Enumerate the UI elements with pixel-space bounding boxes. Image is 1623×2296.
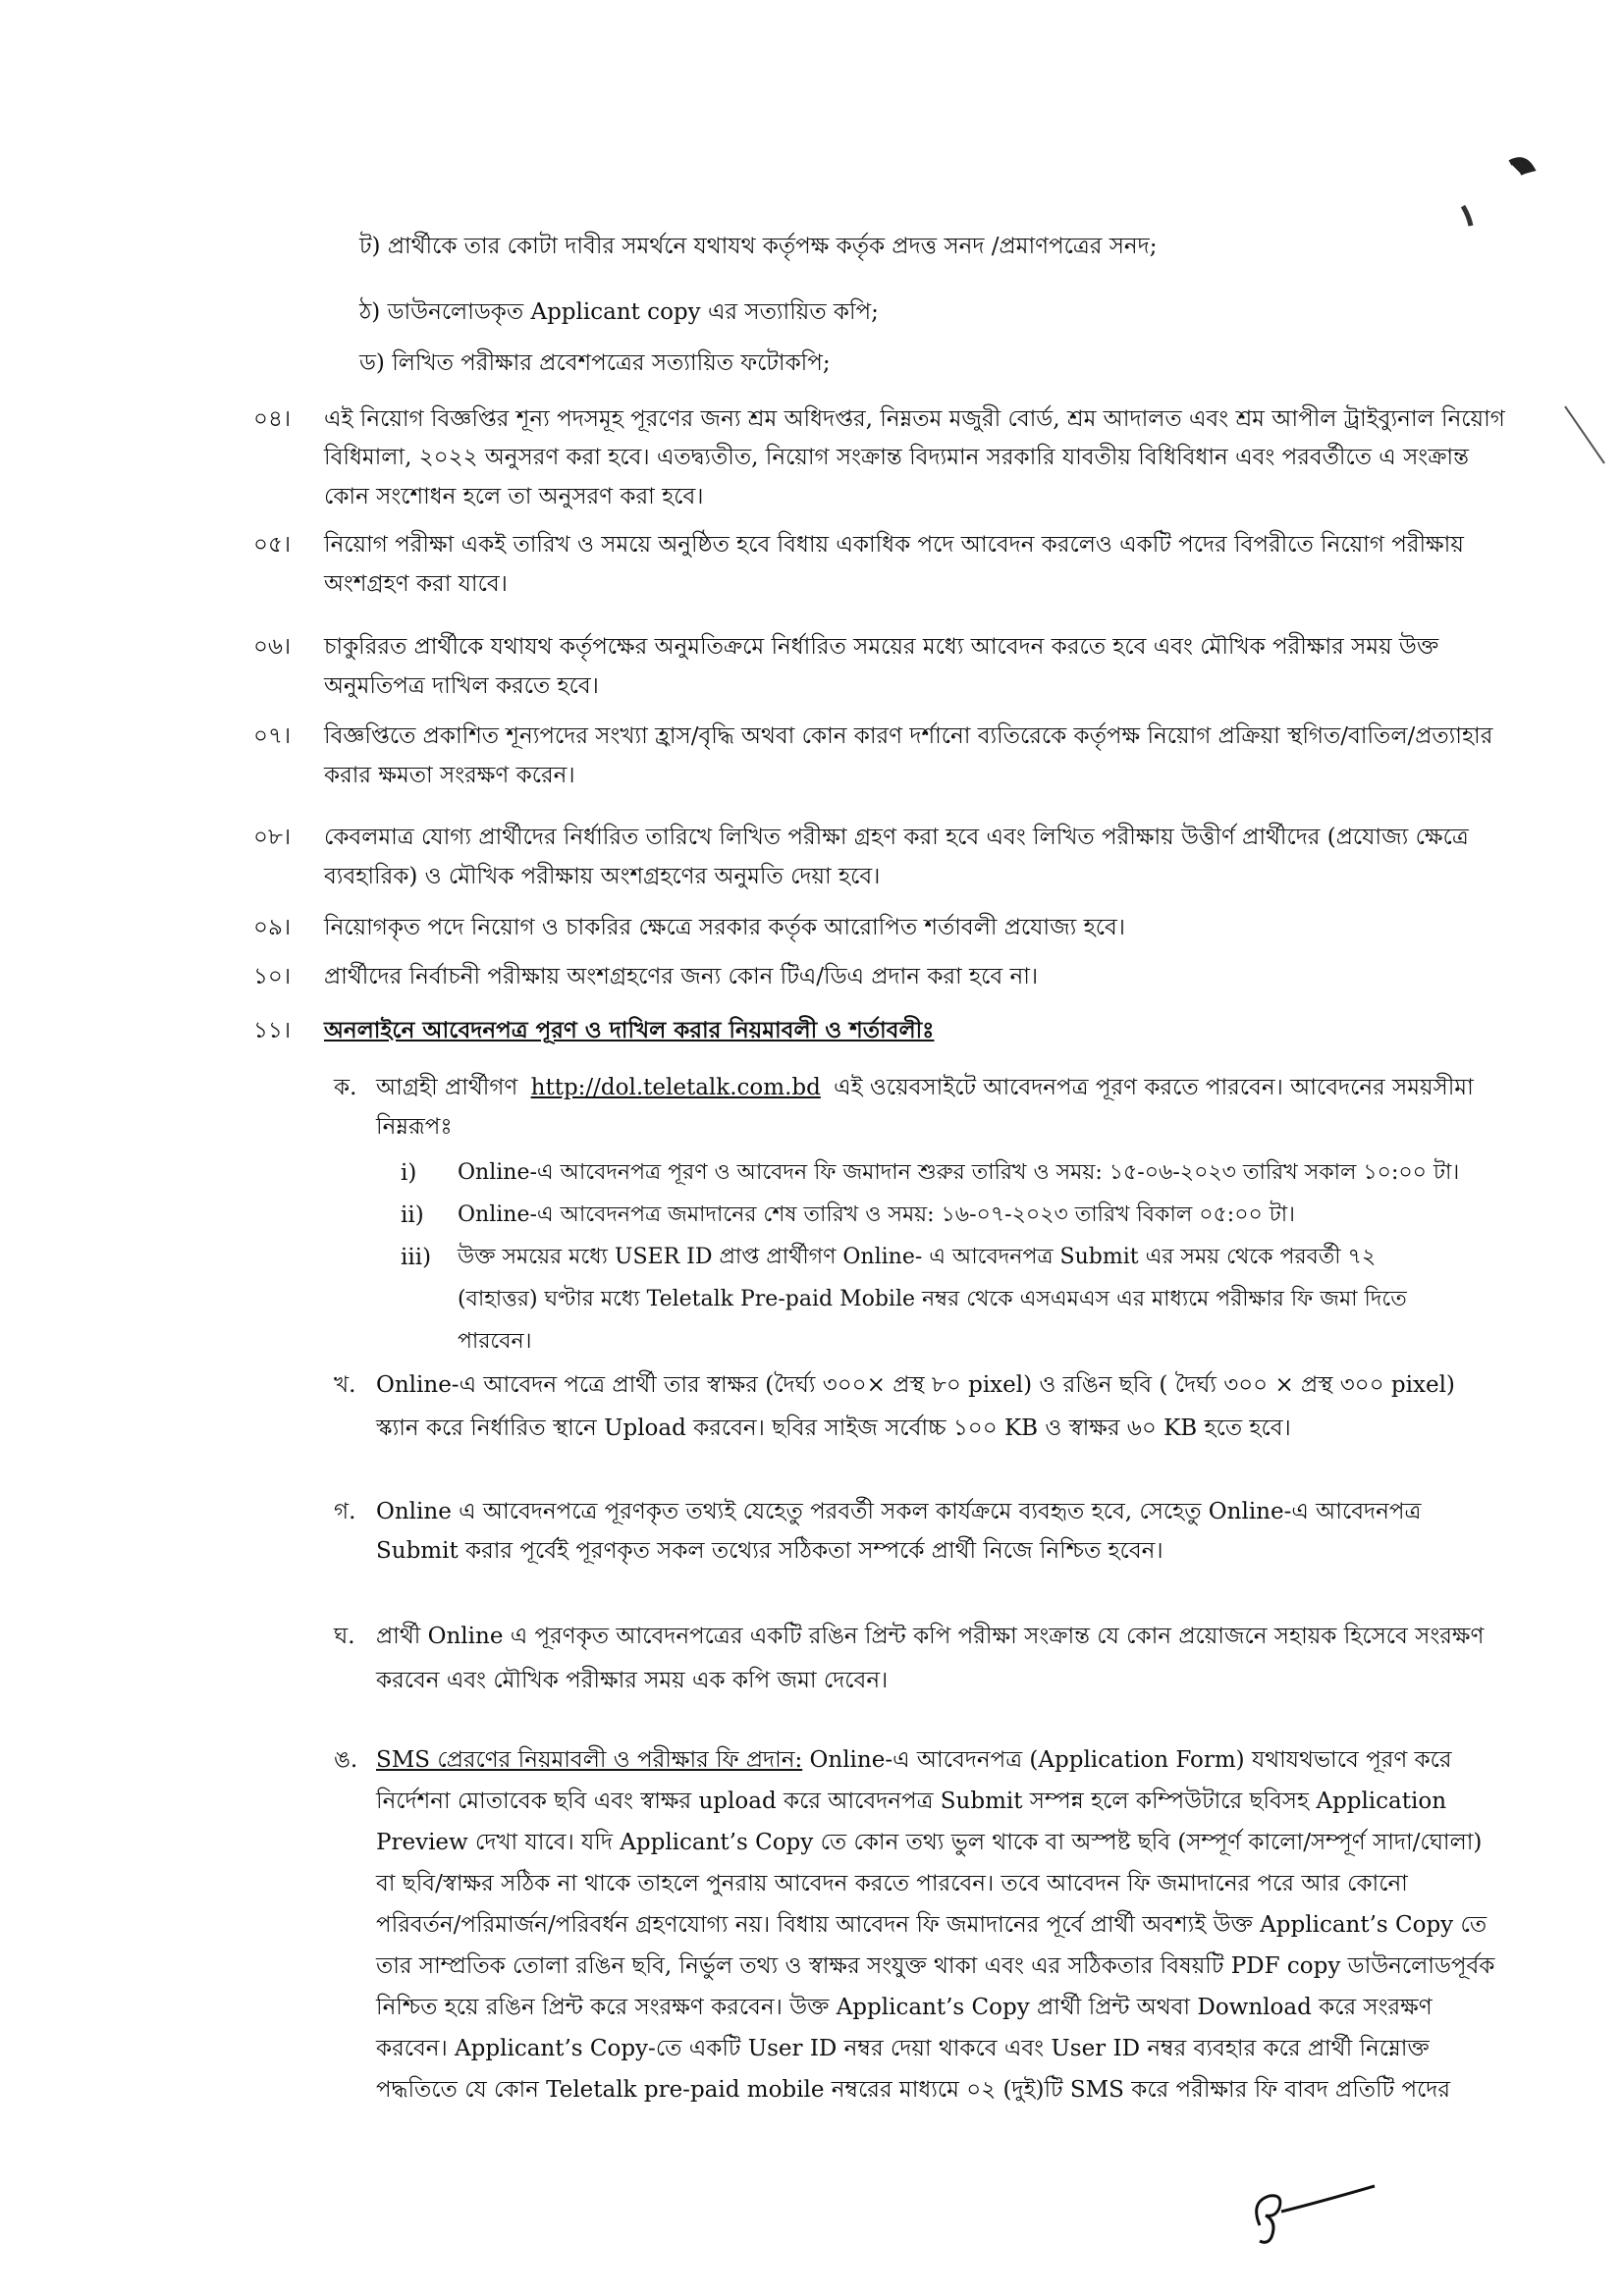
item-label-ka: ক. [334,1075,357,1100]
clause-number: ০৫। [253,532,292,558]
clause-05-line: অংশগ্রহণ করা যাবে। [324,571,508,597]
item-label-kha: খ. [334,1372,356,1398]
item-uma-first-rest: Online-এ আবেদনপত্র (Application Form) যথাযথভাবে পূরণ করে [802,1747,1452,1773]
item-uma-line: নির্দেশনা মোতাবেক ছবি এবং স্বাক্ষর upload করে আবেদনপত্র Submit সম্পন্ন হলে কম্পিউটারে ছবিসহ Application [376,1789,1447,1814]
item-uma-line: পরিবর্তন/পরিমার্জন/পরিবর্ধন গ্রহণযোগ্য নয়। বিধায় আবেদন ফি জমাদানের পূর্বে প্রার্থী অবশ্যই উক্ত Applicant’s Copy তে [376,1912,1488,1938]
schedule-start: Online-এ আবেদনপত্র পূরণ ও আবেদন ফি জমাদান শুরুর তারিখ ও সময়: ১৫-০৬-২০২৩ তারিখ সকাল ১০:০০ টা। [458,1160,1460,1185]
item-ka-line1 [376,1073,1474,1102]
item-ka-post: এই ওয়েবসাইটে আবেদনপত্র পূরণ করতে পারবেন। আবেদনের সময়সীমা [834,1075,1474,1100]
roman-i: i) [401,1160,417,1186]
clause-10-line: প্রার্থীদের নির্বাচনী পরীক্ষায় অংশগ্রহণের জন্য কোন টিএ/ডিএ প্রদান করা হবে না। [324,964,1039,989]
item-uma-line: Preview দেখা যাবে। যদি Applicant’s Copy তে কোন তথ্য ভুল থাকে বা অস্পষ্ট ছবি (সম্পূর্ণ কালো/সম্পূর্ণ সাদা/ঘোলা) [376,1830,1483,1855]
item-uma-line: বা ছবি/স্বাক্ষর সঠিক না থাকে তাহলে পুনরায় আবেদন করতে পারবেন। তবে আবেদন ফি জমাদানের পরে আর কোনো [376,1871,1408,1896]
clause-07-line: বিজ্ঞপ্তিতে প্রকাশিত শূন্যপদের সংখ্যা হ্রাস/বৃদ্ধি অথবা কোন কারণ দর্শানো ব্যতিরেকে কর্তৃপক্ষ নিয়োগ প্রক্রিয়া স্থগিত/বাতিল/প্রত্যাহার [324,723,1493,749]
item-uma-line: নিশ্চিত হয়ে রঙিন প্রিন্ট করে সংরক্ষণ করবেন। উক্ত Applicant’s Copy প্রার্থী প্রিন্ট অথবা Download করে সংরক্ষণ [376,1995,1433,2020]
teletalk-link[interactable]: http://dol.teletalk.com.bd [530,1075,821,1100]
schedule-end: Online-এ আবেদনপত্র জমাদানের শেষ তারিখ ও সময়: ১৬-০৭-২০২৩ তারিখ বিকাল ০৫:০০ টা। [458,1202,1296,1227]
item-kha-line: স্ক্যান করে নির্ধারিত স্থানে Upload করবেন। ছবির সাইজ সর্বোচ্চ ১০০ KB ও স্বাক্ষর ৬০ KB হতে হবে। [376,1415,1291,1441]
sub-item-da: ড) লিখিত পরীক্ষার প্রবেশপত্রের সত্যায়িত ফটোকপি; [359,350,831,376]
item-ka-line2: নিম্নরূপঃ [376,1114,453,1140]
roman-iii: iii) [401,1245,432,1270]
item-label-uma: ঙ. [334,1747,358,1773]
item-uma-line1 [376,1745,1452,1775]
item-ka-pre: আগ্রহী প্রার্থীগণ [376,1075,518,1100]
schedule-sms-line: উক্ত সময়ের মধ্যে USER ID প্রাপ্ত প্রার্থীগণ Online- এ আবেদনপত্র Submit এর সময় থেকে পরবর্তী ৭২ [458,1245,1377,1269]
sub-item-ta: ট) প্রার্থীকে তার কোটা দাবীর সমর্থনে যথাযথ কর্তৃপক্ষ কর্তৃক প্রদত্ত সনদ /প্রমাণপত্রের সনদ; [359,234,1158,259]
item-label-ga: গ. [334,1499,356,1524]
clause-04-line: এই নিয়োগ বিজ্ঞপ্তির শূন্য পদসমূহ পূরণের জন্য শ্রম অধিদপ্তর, নিম্নতম মজুরী বোর্ড, শ্রম আদালত এবং শ্রম আপীল ট্রাইব্যুনাল নিয়োগ [324,406,1505,432]
item-uma-line: তার সাম্প্রতিক তোলা রঙিন ছবি, নির্ভুল তথ্য ও স্বাক্ষর সংযুক্ত থাকা এবং এর সঠিকতার বিষয়টি PDF copy ডাউনলোডপূর্বক [376,1953,1495,1979]
clause-11-heading: অনলাইনে আবেদনপত্র পূরণ ও দাখিল করার নিয়মাবলী ও শর্তাবলীঃ [324,1017,935,1043]
clause-08-line: ব্যবহারিক) ও মৌখিক পরীক্ষায় অংশগ্রহণের অনুমতি দেয়া হবে। [324,864,881,889]
item-ga-line: Submit করার পূর্বেই পূরণকৃত সকল তথ্যের সঠিকতা সম্পর্কে প্রার্থী নিজে নিশ্চিত হবেন। [376,1538,1163,1564]
item-gha-line: প্রার্থী Online এ পূরণকৃত আবেদনপত্রের একটি রঙিন প্রিন্ট কপি পরীক্ষা সংক্রান্ত যে কোন প্রয়োজনে সহায়ক হিসেবে সংরক্ষণ [376,1624,1485,1649]
roman-ii: ii) [401,1202,424,1228]
clause-04-line: কোন সংশোধন হলে তা অনুসরণ করা হবে। [324,484,704,509]
item-ga-line: Online এ আবেদনপত্রে পূরণকৃত তথ্যই যেহেতু পরবর্তী সকল কার্যক্রমে ব্যবহৃত হবে, সেহেতু Online-এ আবেদনপত্র [376,1499,1422,1524]
clause-07-line: করার ক্ষমতা সংরক্ষণ করেন। [324,763,575,788]
clause-number: ০৮। [253,825,292,850]
clause-06-line: অনুমতিপত্র দাখিল করতে হবে। [324,673,599,699]
clause-number: ০৪। [253,406,292,432]
clause-08-line: কেবলমাত্র যোগ্য প্রার্থীদের নির্ধারিত তারিখে লিখিত পরীক্ষা গ্রহণ করা হবে এবং লিখিত পরীক্ষায় উত্তীর্ণ প্রার্থীদের (প্রযোজ্য ক্ষেত্রে [324,825,1469,850]
item-uma-line: পদ্ধতিতে যে কোন Teletalk pre-paid mobile নম্বরের মাধ্যমে ০২ (দুই)টি SMS করে পরীক্ষার ফি বাবদ প্রতিটি পদের [376,2077,1451,2103]
item-gha-line: করবেন এবং মৌখিক পরীক্ষার সময় এক কপি জমা দেবেন। [376,1668,889,1693]
sub-item-tha: ঠ) ডাউনলোডকৃত Applicant copy এর সত্যায়িত কপি; [359,299,879,325]
scan-speck-mark [1453,147,1542,236]
item-kha-line: Online-এ আবেদন পত্রে প্রার্থী তার স্বাক্ষর (দৈর্ঘ্য ৩০০× প্রস্থ ৮০ pixel) ও রঙিন ছবি ( দৈর্ঘ্য ৩০০ × প্রস্থ ৩০০ pixel) [376,1372,1455,1398]
clause-06-line: চাকুরিরত প্রার্থীকে যথাযথ কর্তৃপক্ষের অনুমতিক্রমে নির্ধারিত সময়ের মধ্যে আবেদন করতে হবে এবং মৌখিক পরীক্ষার সময় উক্ত [324,634,1439,660]
item-uma-line: করবেন। Applicant’s Copy-তে একটি User ID নম্বর দেয়া থাকবে এবং User ID নম্বর ব্যবহার করে প্রার্থী নিম্নোক্ত [376,2036,1430,2061]
clause-number: ০৬। [253,634,292,660]
clause-number: ১১। [253,1018,292,1043]
handwritten-signature [1242,2174,1389,2253]
sms-rules-heading: SMS প্রেরণের নিয়মাবলী ও পরীক্ষার ফি প্রদান: [376,1747,803,1773]
clause-number: ০৭। [253,723,292,749]
schedule-sms-line: (বাহাত্তর) ঘণ্টার মধ্যে Teletalk Pre-paid Mobile নম্বর থেকে এসএমএস এর মাধ্যমে পরীক্ষার ফি জমা দিতে [458,1287,1407,1311]
item-label-gha: ঘ. [334,1624,355,1649]
clause-number: ১০। [253,964,292,989]
schedule-sms-line: পারবেন। [458,1329,532,1354]
clause-05-line: নিয়োগ পরীক্ষা একই তারিখ ও সময়ে অনুষ্ঠিত হবে বিধায় একাধিক পদে আবেদন করলেও একটি পদের বিপরীতে নিয়োগ পরীক্ষায় [324,532,1464,558]
clause-09-line: নিয়োগকৃত পদে নিয়োগ ও চাকরির ক্ষেত্রে সরকার কর্তৃক আরোপিত শর্তাবলী প্রযোজ্য হবে। [324,915,1126,940]
clause-04-line: বিধিমালা, ২০২২ অনুসরণ করা হবে। এতদ্ব্যতীত, নিয়োগ সংক্রান্ত বিদ্যমান সরকারি যাবতীয় বিধিবিধান এবং পরবর্তীতে এ সংক্রান্ত [324,445,1469,470]
scan-stroke-mark [1561,402,1610,471]
clause-number: ০৯। [253,915,292,940]
